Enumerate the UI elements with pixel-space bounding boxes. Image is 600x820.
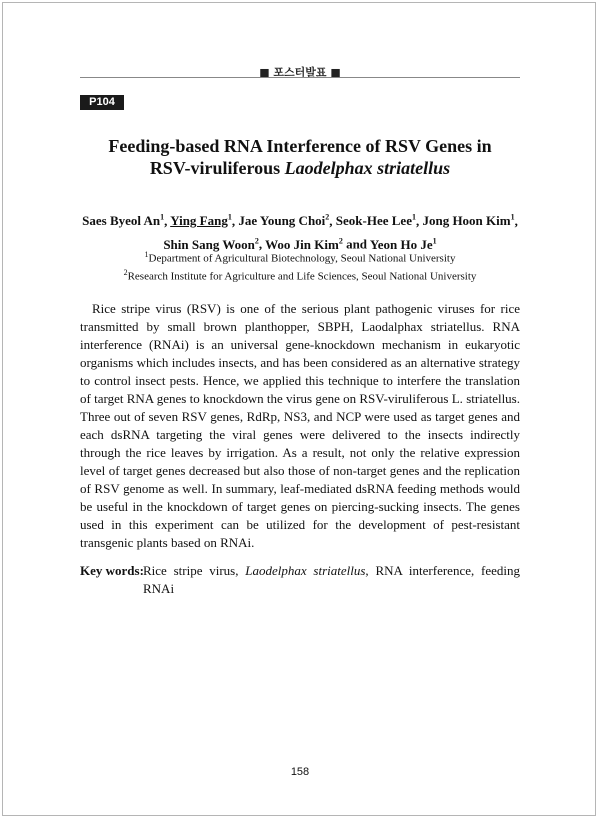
paper-title [60,135,540,179]
abstract-text: Rice stripe virus (RSV) is one of the serious plant pathogenic viruses for rice transmitted by small brown planthopper, SBPH, Laodalphax striatellus. RNA interference (RNAi) is an universal gene-knockdown mechanism in eukaryotic organisms which includes insects, and has been considered as an alternative strategy to control insect pests. Hence, we applied this technique to interfere the translation of target RNA genes to knockdown the virus gene on RSV-viruliferous L. striatellus. Three out of seven RSV genes, RdRp, NS3, and NCP were used as target genes and each dsRNA targeting the viral genes were delivered to the insects indirectly through the rice leaves by irrigation. As a result, not only the relative expression level of target genes decreased but also those of non-target genes and the replication of RSV genome as well. In summary, leaf-mediated dsRNA feeding methods would be useful in the knockdown of target genes on piercing-sucking insects. The genes used in this experiment can be utilized for the development of pest-resistant transgenic plants based on RNAi. [80,301,520,550]
author: Jae Young Choi$^2$ [238,213,330,229]
title-line-2-plain: RSV-viruliferous [149,158,285,178]
author: Yeon Ho Je$^1$ [369,236,437,252]
author: Shin Sang Woon$^2$ [163,236,259,252]
author: Ying Fang$^1$ [170,213,232,229]
author: Saes Byeol An$^1$ [82,213,165,229]
affiliation-1: $^1$Department of Agricultural Biotechnology, Seoul National University [144,250,456,265]
author-list: Saes Byeol An$^1$, Ying Fang$^1$, Jae Young Choi$^2$, Seok-Hee Lee$^1$, Jong Hoon Kim$^1$, Shin Sang Woon$^2$, Woo Jin Kim$^2$ and Yeon Ho Je$^1$ [82,213,518,252]
author: Woo Jin Kim$^2$ [265,236,343,252]
poster-code-badge: P104 [80,95,124,110]
page-number: 158 [290,766,310,778]
section-header: ■ 포스터발표 ■ [259,66,341,79]
affiliations [60,248,540,283]
header-rule [80,77,520,78]
author: Jong Hoon Kim$^1$ [422,213,515,229]
authors-and: and [346,236,368,252]
author: Seok-Hee Lee$^1$ [335,213,416,229]
keywords [80,562,520,598]
keywords-text: Rice stripe virus, Laodelphax striatellus, RNA interference, feeding RNAi [143,563,520,596]
title-line-2-italic: Laodelphax striatellus [284,158,451,178]
keywords-label: Key words: [80,563,144,578]
affiliation-2: $^2$Research Institute for Agriculture and Life Sciences, Seoul National University [123,267,477,283]
title-line-1: Feeding-based RNA Interference of RSV Genes in [108,136,492,156]
